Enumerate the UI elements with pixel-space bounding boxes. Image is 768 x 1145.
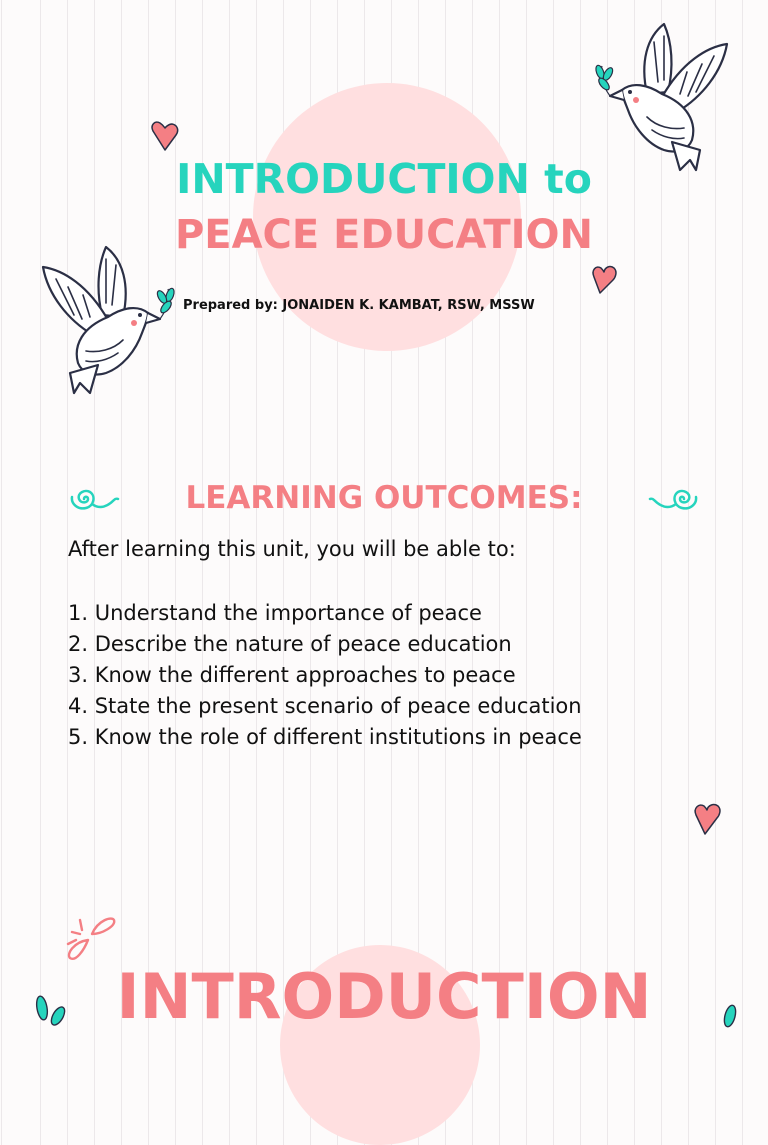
next-section-title: INTRODUCTION xyxy=(116,960,652,1033)
title-main: INTRODUCTION xyxy=(176,155,530,203)
learning-outcomes-intro: After learning this unit, you will be able to: xyxy=(68,537,516,561)
list-item: 4. State the present scenario of peace education xyxy=(68,694,582,718)
title-to: to xyxy=(544,155,592,203)
dove-icon xyxy=(38,245,178,397)
learning-outcomes-heading: LEARNING OUTCOMES: xyxy=(185,480,583,516)
list-item: 2. Describe the nature of peace education xyxy=(68,632,512,656)
list-item: 3. Know the different approaches to peace xyxy=(68,663,516,687)
page-title-line2: PEACE EDUCATION xyxy=(174,212,594,258)
prepared-by-text: Prepared by: JONAIDEN K. KAMBAT, RSW, MSSW xyxy=(183,298,535,313)
learning-outcomes-list xyxy=(68,598,582,753)
heart-icon xyxy=(590,263,618,295)
dove-icon xyxy=(592,22,732,174)
sparkle-icon xyxy=(62,912,118,964)
heart-icon xyxy=(693,800,723,836)
page-title-line1 xyxy=(0,155,768,203)
heart-icon xyxy=(150,120,180,152)
list-item: 1. Understand the importance of peace xyxy=(68,601,482,625)
list-item: 5. Know the role of different institutions in peace xyxy=(68,725,582,749)
